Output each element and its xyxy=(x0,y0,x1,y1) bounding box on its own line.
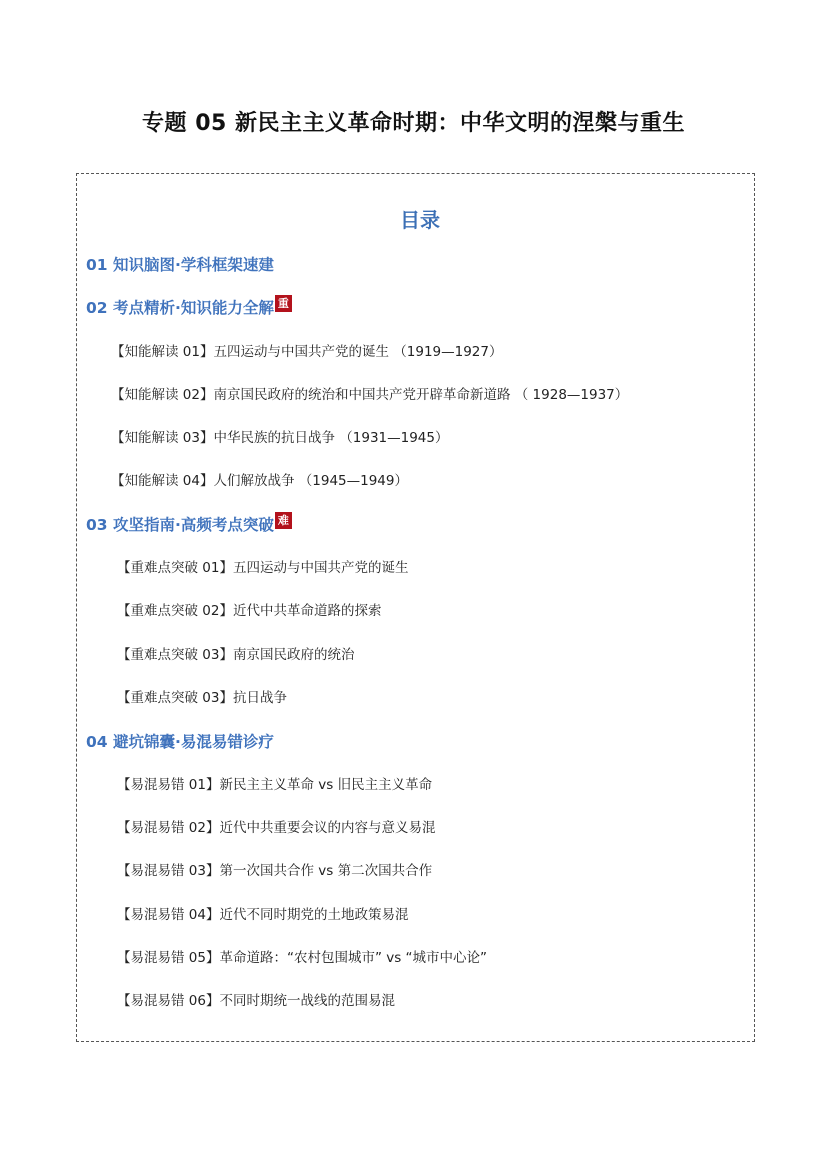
key-point-badge: 重 xyxy=(275,295,292,312)
toc-item-04-2[interactable]: 【易混易错 02】近代中共重要会议的内容与意义易混 xyxy=(117,820,436,836)
toc-item-03-1[interactable]: 【重难点突破 01】五四运动与中国共产党的诞生 xyxy=(117,560,409,576)
toc-section-label: 01 知识脑图·学科框架速建 xyxy=(86,256,274,274)
toc-heading: 目录 xyxy=(400,208,440,232)
toc-item-04-1[interactable]: 【易混易错 01】新民主主义革命 vs 旧民主主义革命 xyxy=(117,777,433,793)
toc-item-02-4[interactable]: 【知能解读 04】人们解放战争 （1945—1949） xyxy=(111,473,408,489)
toc-section-04[interactable] xyxy=(86,730,274,752)
toc-section-label: 02 考点精析·知识能力全解 xyxy=(86,299,274,317)
toc-item-03-4[interactable]: 【重难点突破 03】抗日战争 xyxy=(117,690,287,706)
toc-item-02-3[interactable]: 【知能解读 03】中华民族的抗日战争 （1931—1945） xyxy=(111,430,449,446)
toc-item-04-5[interactable]: 【易混易错 05】革命道路：“农村包围城市” vs “城市中心论” xyxy=(117,950,488,966)
toc-section-02[interactable] xyxy=(86,296,292,318)
toc-section-01[interactable] xyxy=(86,253,274,275)
document-title: 专题 05 新民主主义革命时期：中华文明的涅槃与重生 xyxy=(142,111,685,136)
toc-item-04-6[interactable]: 【易混易错 06】不同时期统一战线的范围易混 xyxy=(117,993,395,1009)
toc-section-label: 04 避坑锦囊·易混易错诊疗 xyxy=(86,733,274,751)
toc-item-04-4[interactable]: 【易混易错 04】近代不同时期党的土地政策易混 xyxy=(117,907,409,923)
difficulty-badge: 难 xyxy=(275,512,292,529)
toc-item-02-1[interactable]: 【知能解读 01】五四运动与中国共产党的诞生 （1919—1927） xyxy=(111,344,503,360)
toc-section-03[interactable] xyxy=(86,513,292,535)
toc-section-label: 03 攻坚指南·高频考点突破 xyxy=(86,516,274,534)
toc-item-03-3[interactable]: 【重难点突破 03】南京国民政府的统治 xyxy=(117,647,355,663)
toc-item-03-2[interactable]: 【重难点突破 02】近代中共革命道路的探索 xyxy=(117,603,382,619)
toc-item-04-3[interactable]: 【易混易错 03】第一次国共合作 vs 第二次国共合作 xyxy=(117,863,433,879)
toc-item-02-2[interactable]: 【知能解读 02】南京国民政府的统治和中国共产党开辟革命新道路 （ 1928—1937） xyxy=(111,387,629,403)
